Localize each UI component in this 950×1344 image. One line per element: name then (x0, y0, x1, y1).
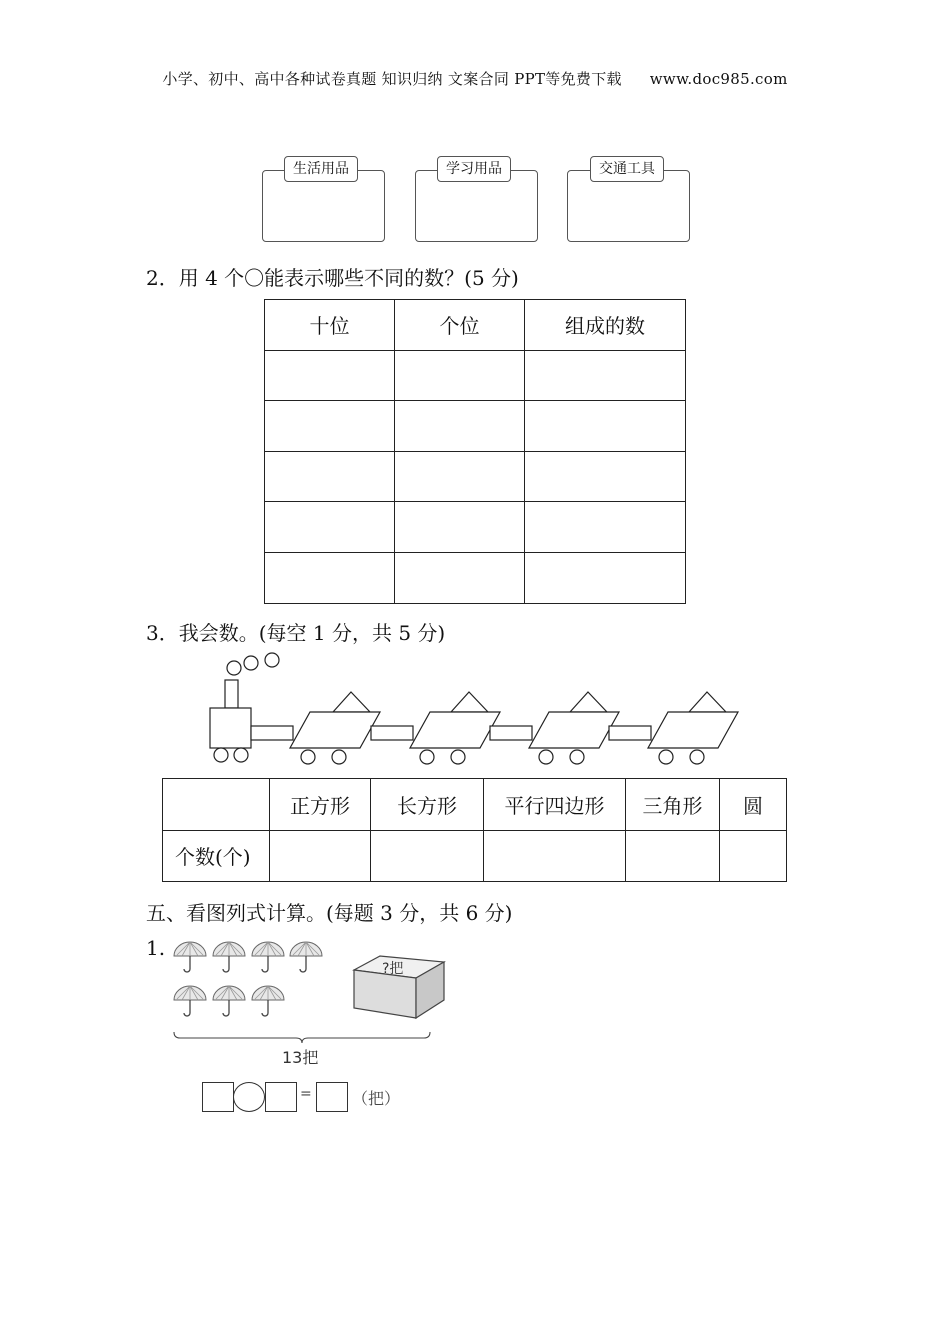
page-header (0, 68, 950, 89)
corner-cell (163, 779, 270, 831)
table-row (265, 350, 686, 401)
umbrella-icon (213, 942, 245, 972)
category-label-2: 学习用品 (437, 156, 511, 182)
col-triangle: 三角形 (626, 779, 720, 831)
question-3-title: 3．我会数。(每空 1 分，共 5 分) (146, 621, 446, 645)
answer-cell[interactable] (720, 830, 787, 882)
parallelogram (648, 712, 738, 748)
table-row (265, 502, 686, 553)
answer-box[interactable] (202, 1082, 234, 1112)
col-ones: 个位 (395, 300, 525, 351)
total-brace (170, 1030, 435, 1046)
connector-rectangle (609, 726, 651, 740)
box-label: ?把 (382, 961, 404, 977)
connector-rectangle (371, 726, 413, 740)
triangle (689, 692, 726, 712)
header-text: 小学、初中、高中各种试卷真题 知识归纳 文案合同 PPT等免费下载 (162, 70, 622, 88)
col-circle: 圆 (720, 779, 787, 831)
answer-cell[interactable] (525, 401, 686, 452)
row-label-count: 个数(个) (163, 830, 270, 882)
answer-cell[interactable] (265, 502, 395, 553)
table-row (163, 830, 787, 882)
answer-cell[interactable] (265, 552, 395, 603)
wheel-circle (539, 750, 553, 764)
smoke-circle (227, 661, 241, 675)
answer-cell[interactable] (395, 451, 525, 502)
total-label: 13把 (282, 1048, 319, 1067)
answer-cell[interactable] (395, 552, 525, 603)
answer-cell[interactable] (484, 830, 626, 882)
wheel-circle (690, 750, 704, 764)
equals-sign: = (300, 1086, 312, 1102)
answer-cell[interactable] (270, 830, 371, 882)
col-number: 组成的数 (525, 300, 686, 351)
wheel-circle (214, 748, 228, 762)
wheel-circle (332, 750, 346, 764)
question-2-title: 2．用 4 个〇能表示哪些不同的数？(5 分) (146, 266, 519, 290)
smoke-circle (244, 656, 258, 670)
smoke-circle (265, 653, 279, 667)
shape-count-table (162, 778, 787, 882)
answer-cell[interactable] (265, 451, 395, 502)
table-row (265, 401, 686, 452)
unit-label: （把） (352, 1089, 401, 1108)
item-number: 1. (146, 936, 166, 960)
col-tens: 十位 (265, 300, 395, 351)
triangle (333, 692, 370, 712)
wheel-circle (420, 750, 434, 764)
digits-table-header (265, 300, 686, 351)
answer-cell[interactable] (371, 830, 484, 882)
answer-cell[interactable] (395, 502, 525, 553)
triangle (570, 692, 607, 712)
result-box[interactable] (316, 1082, 348, 1112)
category-label-1: 生活用品 (284, 156, 358, 182)
table-row (265, 552, 686, 603)
umbrella-icon (174, 942, 206, 972)
table-row (265, 451, 686, 502)
triangle (451, 692, 488, 712)
umbrella-icon (290, 942, 322, 972)
wheel-circle (301, 750, 315, 764)
col-square: 正方形 (270, 779, 371, 831)
wheel-circle (659, 750, 673, 764)
answer-box[interactable] (265, 1082, 297, 1112)
answer-cell[interactable] (395, 350, 525, 401)
umbrellas-figure (170, 938, 330, 1028)
col-rectangle: 长方形 (371, 779, 484, 831)
answer-cell[interactable] (525, 350, 686, 401)
train-figure (0, 645, 950, 775)
answer-cell[interactable] (525, 451, 686, 502)
parallelogram (410, 712, 500, 748)
connector-rectangle (251, 726, 293, 740)
connector-rectangle (490, 726, 532, 740)
engine-square (210, 708, 251, 748)
digits-table (264, 299, 686, 604)
umbrella-icon (252, 942, 284, 972)
shape-count-header (163, 779, 787, 831)
answer-cell[interactable] (525, 552, 686, 603)
section-5-title: 五、看图列式计算。(每题 3 分，共 6 分) (146, 901, 513, 925)
wheel-circle (234, 748, 248, 762)
umbrella-icon (252, 986, 284, 1016)
wheel-circle (451, 750, 465, 764)
answer-cell[interactable] (395, 401, 525, 452)
answer-cell[interactable] (525, 502, 686, 553)
chimney-rectangle (225, 680, 238, 708)
parallelogram (529, 712, 619, 748)
operator-circle[interactable] (233, 1082, 265, 1112)
answer-cell[interactable] (626, 830, 720, 882)
wheel-circle (570, 750, 584, 764)
umbrella-icon (213, 986, 245, 1016)
col-parallelogram: 平行四边形 (484, 779, 626, 831)
header-site: www.doc985.com (649, 70, 788, 88)
category-label-3: 交通工具 (590, 156, 664, 182)
answer-cell[interactable] (265, 350, 395, 401)
answer-cell[interactable] (265, 401, 395, 452)
parallelogram (290, 712, 380, 748)
umbrella-icon (174, 986, 206, 1016)
